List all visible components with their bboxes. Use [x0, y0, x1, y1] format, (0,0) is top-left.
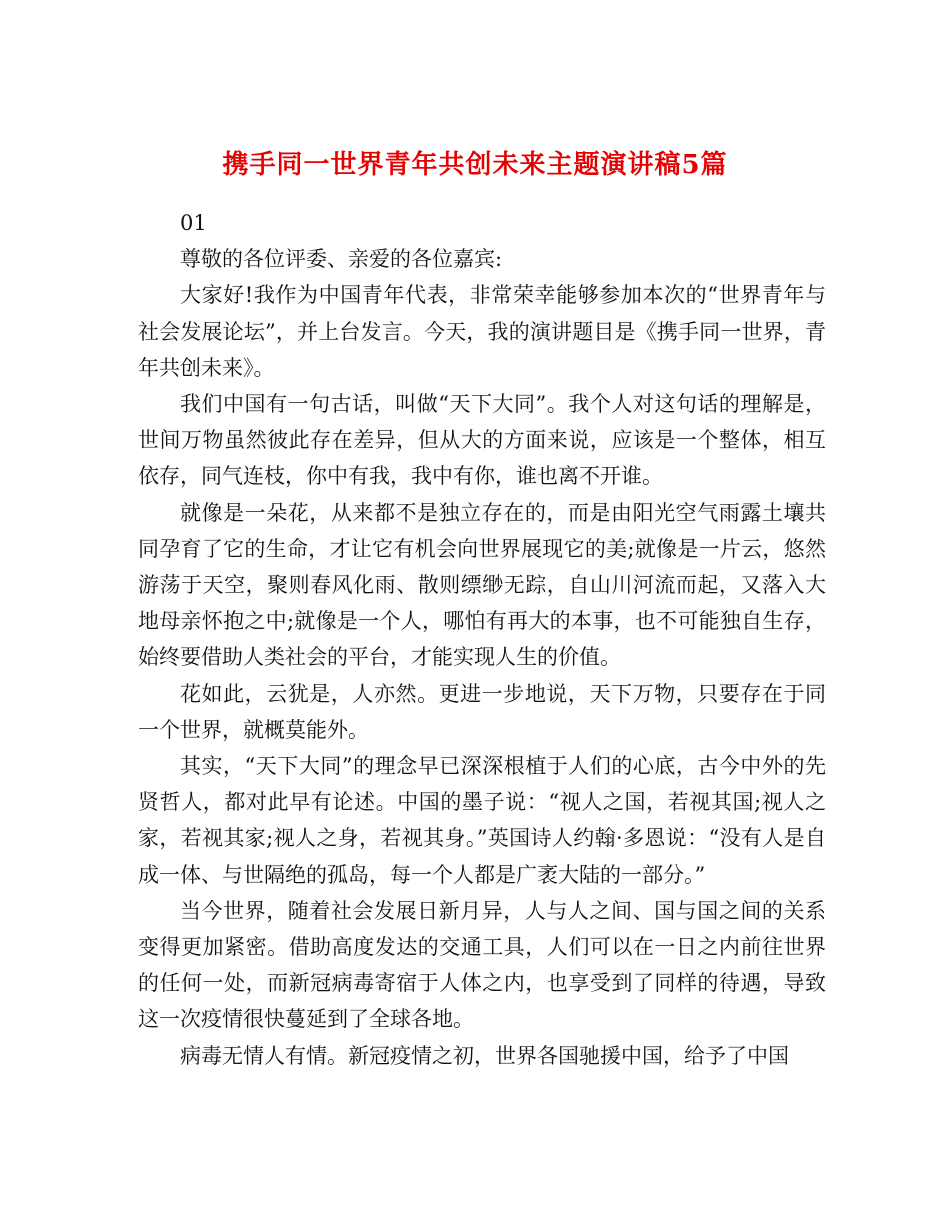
paragraph-flower-cloud-person: 就像是一朵花，从来都不是独立存在的，而是由阳光空气雨露土壤共同孕育了它的生命，才让它有机会向世界展现它的美;就像是一片云，悠然游荡于天空，聚则春风化雨、散则缥缈无踪，自山川河流而起，又落入大地母亲怀抱之中;就像是一个人，哪怕有再大的本事，也不可能独自生存，始终要借助人类社会的平台，才能实现人生的价值。 — [138, 500, 826, 670]
paragraph-solidarity: 病毒无情人有情。新冠疫情之初，世界各国驰援中国，给予了中国 — [180, 1043, 789, 1068]
paragraph-section-number: 01 — [180, 211, 207, 235]
document-body — [138, 205, 826, 1074]
paragraph-introduction: 大家好!我作为中国青年代表，非常荣幸能够参加本次的“世界青年与社会发展论坛”，并上台发言。今天，我的演讲题目是《携手同一世界，青年共创未来》。 — [138, 283, 826, 380]
paragraph-datong-meaning: 我们中国有一句古话，叫做“天下大同”。我个人对这句话的理解是，世间万物虽然彼此存在差异，但从大的方面来说，应该是一个整体，相互依存，同气连枝，你中有我，我中有你，谁也离不开谁。 — [138, 392, 826, 489]
paragraph-summary: 花如此，云犹是，人亦然。更进一步地说，天下万物，只要存在于同一个世界，就概莫能外。 — [138, 681, 826, 742]
paragraph-salutation: 尊敬的各位评委、亲爱的各位嘉宾: — [180, 247, 503, 272]
paragraph-modern-world: 当今世界，随着社会发展日新月异，人与人之间、国与国之间的关系变得更加紧密。借助高度发达的交通工具，人们可以在一日之内前往世界的任何一处，而新冠病毒寄宿于人体之内，也享受到了同样的待遇，导致这一次疫情很快蔓延到了全球各地。 — [138, 898, 826, 1032]
paragraph-quotes: 其实，“天下大同”的理念早已深深根植于人们的心底，古今中外的先贤哲人，都对此早有论述。中国的墨子说：“视人之国，若视其国;视人之家，若视其家;视人之身，若视其身。”英国诗人约翰·多恩说：“没有人是自成一体、与世隔绝的孤岛，每一个人都是广袤大陆的一部分。” — [138, 754, 826, 887]
document-title: 携手同一世界青年共创未来主题演讲稿5篇 — [222, 150, 728, 181]
